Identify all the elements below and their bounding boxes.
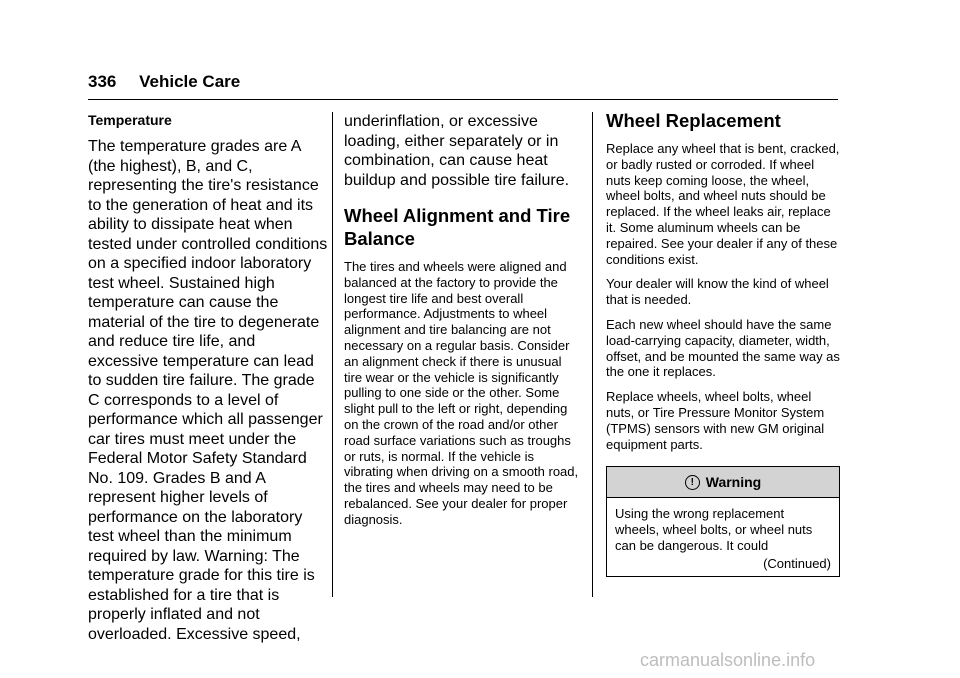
temperature-subheading: Temperature [88,112,172,128]
column-divider-1 [332,112,333,597]
warning-body [607,498,839,576]
page-number: 336 [88,72,117,91]
wheel-replacement-paragraph-3: Each new wheel should have the same load-carrying capacity, diameter, width, offset, and be mounted the same way as the one it replaces. [606,316,840,380]
wheel-replacement-heading: Wheel Replacement [606,110,781,131]
watermark: carmanualsonline.info [640,650,816,670]
column-3 [606,112,840,577]
wheel-replacement-paragraph-4: Replace wheels, wheel bolts, wheel nuts, or Tire Pressure Monitor System (TPMS) sensors with new GM original equipment parts. [606,389,825,452]
warning-title: Warning [705,474,762,491]
alignment-heading: Wheel Alignment and Tire Balance [344,205,571,249]
column-2 [344,112,580,537]
header-rule [88,99,838,100]
column-divider-2 [592,112,593,597]
alignment-paragraph: The tires and wheels were aligned and balanced at the factory to provide the longest tire life and best overall performance. Adjustments to wheel alignment and tire balancing are not necessary on a regular basis. Consider an alignment check if there is unusual tire wear or the vehicle is significantly pulling to one side or the other. Some slight pull to the left or right, depending on the crown of the road and/or other road surface variations such as troughs or ruts, is normal. If the vehicle is vibrating when driving on a smooth road, the tires and wheels may need to be rebalanced. See your dealer for proper diagnosis. [344,259,579,527]
warning-box [606,466,840,577]
page-header [88,72,240,92]
temperature-paragraph: The temperature grades are A (the highest), B, and C, representing the tire's resistance to the generation of heat and its ability to dissipate heat when tested under controlled conditions on a specified indoor laboratory test wheel. Sustained high temperature can cause the material of the tire to degenerate and reduce tire life, and excessive temperature can lead to sudden tire failure. The grade C corresponds to a level of performance which all passenger car tires must meet under the Federal Motor Safety Standard No. 109. Grades B and A represent higher levels of performance on the laboratory test wheel than the minimum required by law. Warning: The temperature grade for this tire is established for a tire that is properly inflated and not overloaded. Excessive speed, [88,138,328,643]
temperature-continued-paragraph: underinflation, or excessive loading, either separately or in combination, can cause heat buildup and possible tire failure. [344,113,570,189]
section-title: Vehicle Care [139,72,241,91]
wheel-replacement-paragraph-2: Your dealer will know the kind of wheel that is needed. [606,276,829,308]
column-1 [88,112,328,644]
warning-icon: ! [685,475,700,490]
warning-header [607,467,839,498]
warning-text: Using the wrong replacement wheels, wheel bolts, or wheel nuts can be dangerous. It could [615,506,813,554]
warning-continued: (Continued) [763,556,831,572]
wheel-replacement-paragraph-1: Replace any wheel that is bent, cracked, or badly rusted or corroded. If wheel nuts keep coming loose, the wheel, wheel bolts, and wheel nuts should be replaced. If the wheel leaks air, replace it. Some aluminum wheels can be repaired. See your dealer if any of these conditions exist. [606,141,840,267]
